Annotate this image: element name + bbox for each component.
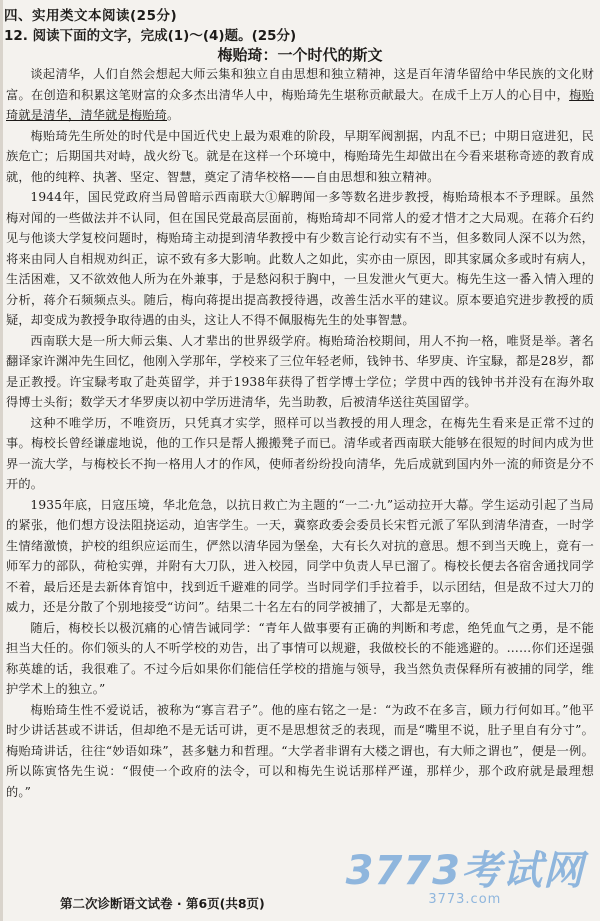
- paragraph: [6, 413, 594, 495]
- paragraph-text: 1944年，国民党政府当局曾暗示西南联大①解聘闻一多等数名进步教授，梅贻琦根本不予理睬。虽然梅对闻的一些做法并不认同，但在国民党最高层面前，梅贻琦却不同常人的爱才惜才之大局观。在蒋介石约见与他谈大学复校问题时，梅贻琦主动提到清华教授中有少数言论行动实有不当，但多数同人深不以为然，将来由同人自相规劝纠正，谅不致有多大影响。此数人之如此，实亦由一原因，即其家属众多或时有病人，生活困难，又不欲效他人所为在外兼事，于是愁闷积于胸中，一旦发泄火气更大。梅先生这一番入情入理的分析，蒋介石频频点头。随后，梅向蒋提出提高教授待遇，改善生活水平的建议。原本要追究进步教授的质疑，却变成为教授争取待遇的由头，这让人不得不佩服梅先生的处事智慧。: [6, 190, 594, 327]
- paragraph-text: 这种不唯学历，不唯资历，只凭真才实学，照样可以当教授的用人理念，在梅先生看来是正常不过的事。梅校长曾经谦虚地说，他的工作只是帮人搬搬凳子而已。清华或者西南联大能够在很短的时间内成为世界一流大学，与梅校长不拘一格用人才的作风，使师者纷纷投向清华，先后成就到国内外一流的师资是分不开的。: [6, 415, 594, 491]
- paragraph: [6, 618, 594, 700]
- question-heading: 12. 阅读下面的文字，完成(1)～(4)题。(25分): [4, 28, 297, 44]
- watermark-logo: 3773考试网: [345, 848, 584, 894]
- paragraph-text: 1935年底，日寇压境，华北危急，以抗日救亡为主题的“一二·九”运动拉开大幕。学生运动引起了当局的紧张，他们想方设法阻挠运动，迫害学生。一天，冀察政委会委员长宋哲元派了军队到清华清查，一时学生情绪激愤，护校的组织应运而生，俨然以清华园为堡垒，大有长久对抗的意思。想不到当天晚上，竟有一师军力的部队，荷枪实弹，并附有大刀队，进入校园，同学中负责人早已溜了。梅校长便去各宿舍通找同学不着，最后还是去新体育馆中，找到近千避难的同学。当时同学们手拉着手，以示团结，但是敌不过大刀的威力，还是分散了个别地接受“访问”。结果二十名左右的同学被捕了，大都是无辜的。: [6, 497, 594, 614]
- paragraph-text: 梅贻琦生性不爱说话，被称为“寡言君子”。他的座右铭之一是：“为政不在多言，顾力行何如耳。”他平时少讲话甚或不讲话，但却绝不是无话可讲，更不是思想贫乏的表现，而是“嘴里不说，肚子里自有分寸”。梅贻琦讲话，往往“妙语如珠”，甚多魅力和哲理。“大学者非谓有大楼之谓也，有大师之谓也”，便是一例。所以陈寅恪先生说：“假使一个政府的法令，可以和梅先生说话那样严谨，那样少，那个政府就是最理想的。”: [6, 702, 594, 799]
- paragraph-text: 谈起清华，人们自然会想起大师云集和独立自由思想和独立精神，这是百年清华留给中华民族的文化财富。在创造和积累这笔财富的众多杰出清华人中，梅贻琦先生堪称贡献最大。在成千上万人的心目中，: [6, 67, 594, 102]
- paragraph-text: 随后，梅校长以极沉痛的心情告诫同学：“青年人做事要有正确的判断和考虑，绝凭血气之勇，是不能担当大任的。你们领头的人不听学校的劝告，出了事情可以规避，我做校长的不能逃避的。……你们还逞强称英雄的话，我很难了。不过今后如果你们能信任学校的措施与领导，我当然负责保释所有被捕的同学，维护学术上的独立。”: [6, 620, 594, 696]
- paragraph-text: 西南联大是一所大师云集、人才辈出的世界级学府。梅贻琦治校期间，用人不拘一格，唯贤是举。著名翻译家许渊冲先生回忆，他刚入学那年，学校来了三位年轻老师，钱钟书、华罗庚、许宝騄，都是28岁，都是正教授。许宝騄考取了赴英留学，并于1938年获得了哲学博士学位；学贯中西的钱钟书并没有在海外取得博士头衔；数学天才华罗庚以初中学历进清华，先当助教，后被清华送往英国留学。: [6, 333, 594, 409]
- scan-edge: [0, 0, 3, 921]
- paragraph: [6, 331, 594, 413]
- paragraph-text: 梅贻琦先生所处的时代是中国近代史上最为艰难的阶段，早期军阀割据，内乱不已；中期日寇进犯，民族危亡；后期国共对峙，战火纷飞。就是在这样一个环境中，梅贻琦先生却做出在今看来堪称奇迹的教育成就，他的纯粹、执著、坚定、智慧，奠定了清华校格——自由思想和独立精神。: [6, 128, 594, 184]
- watermark: [346, 850, 584, 907]
- paragraph: [6, 126, 594, 188]
- paragraph: [6, 700, 594, 803]
- paragraph-text: 。: [167, 108, 180, 122]
- watermark-url: 3773.com: [428, 892, 502, 907]
- article-body: [6, 64, 594, 802]
- page-footer: 第二次诊断语文试卷 · 第6页(共8页): [60, 896, 265, 911]
- section-heading: 四、实用类文本阅读(25分): [4, 8, 178, 24]
- paragraph: [6, 187, 594, 331]
- underlined-sentence: 梅贻琦就是清华，清华就是梅贻琦: [6, 87, 594, 122]
- paragraph: [6, 64, 594, 126]
- article-title: 梅贻琦：一个时代的斯文: [217, 46, 383, 64]
- paragraph: [6, 495, 594, 618]
